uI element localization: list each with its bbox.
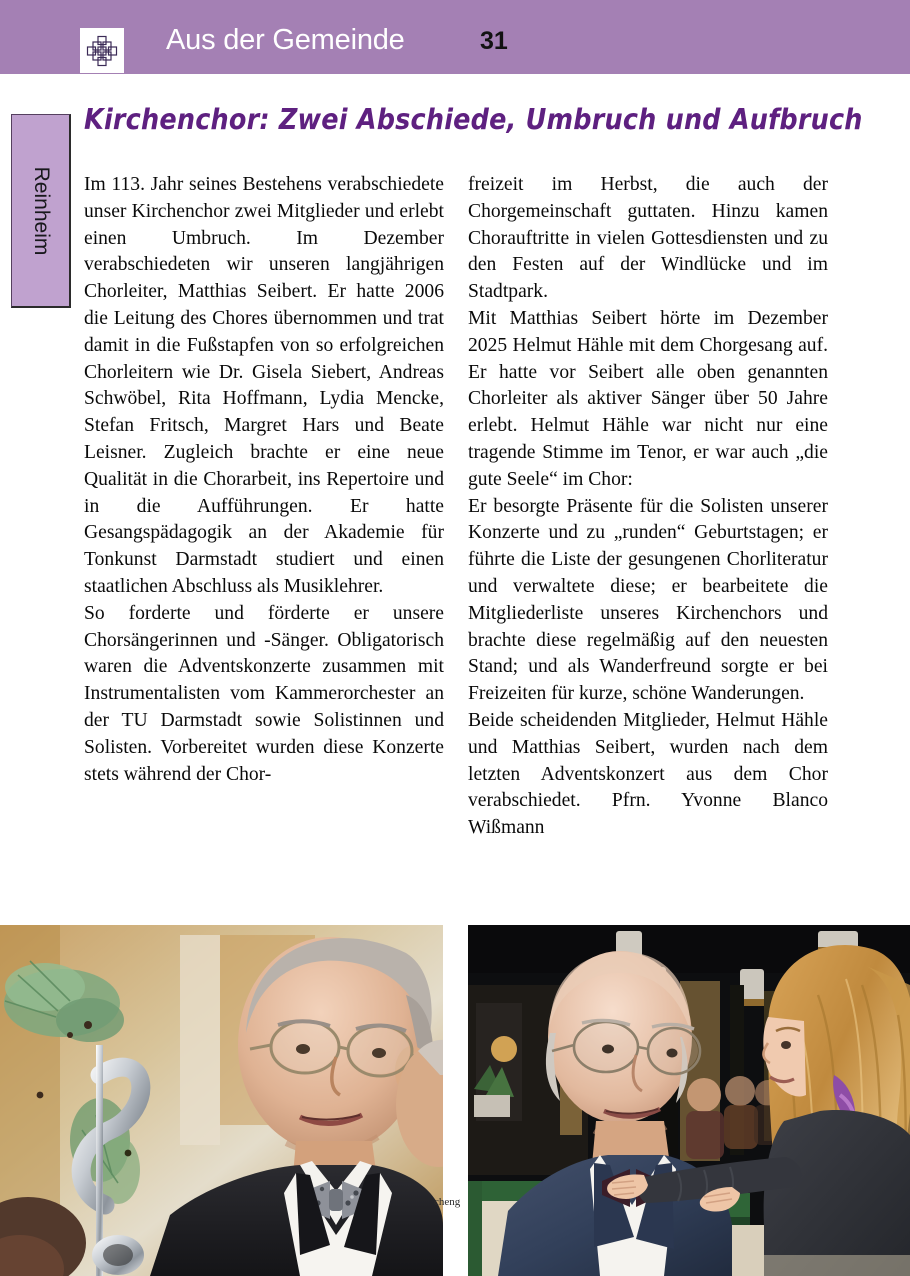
photo-seibert-with-trophy [0, 925, 443, 1276]
photo-gap-caption: cheng [434, 1196, 461, 1208]
article-headline: Kirchenchor: Zwei Abschiede, Umbruch und Aufbruch [84, 103, 863, 137]
article-body [84, 172, 844, 912]
section-tab-reinheim [11, 114, 71, 308]
page-number: 31 [480, 27, 508, 55]
paragraph: Beide scheidenden Mitglieder, Helmut Hähle und Matthias Seibert, wurden nach dem letzten Adventskonzert aus dem Chor verabschiedet. Pfrn. Yvonne Blanco Wißmann [468, 709, 828, 839]
church-logo-icon [80, 28, 124, 73]
paragraph: Er besorgte Präsente für die Solisten unserer Konzerte und zu „runden“ Geburtstagen; er führte die Liste der gesungenen Chorliteratur und verwaltete diese; er bearbeitete die Mitgliederliste unseres Kirchenchors und brachte diese regelmäßig auf den neuesten Stand; und als Wanderfreund sorgte er bei Freizeiten für kurze, schöne Wanderungen. [468, 495, 828, 705]
paragraph: freizeit im Herbst, die auch der Chorgemeinschaft guttaten. Hinzu kamen Chorauftritte in vielen Gottesdiensten und zu den Festen auf der Windlücke und im Stadtpark. [468, 174, 828, 303]
paragraph: Mit Matthias Seibert hörte im Dezember 2025 Helmut Hähle mit dem Chorgesang auf. Er hatte vor Seibert alle oben genannten Chorleiter als aktiver Sänger über 50 Jahre erlebt. Helmut Hähle war nicht nur eine tragende Stimme im Tenor, er war auch „die gute Seele“ im Chor: [468, 307, 828, 490]
paragraph: Im 113. Jahr seines Bestehens verabschiedete unser Kirchenchor zwei Mitglieder und erlebt einen Umbruch. Im Dezember verabschiedeten wir unseren langjährigen Chorleiter, Matthias Seibert. Er hatte 2006 die Leitung des Chores übernommen und trat damit in die Fußstapfen von so erfolgreichen Chorleitern wie Dr. Gisela Siebert, Andreas Schwöbel, Rita Hoffmann, Lydia Mencke, Stefan Fritsch, Margret Hars und Beate Leisner. Zugleich brachte er eine neue Qualität in die Chorarbeit, ins Repertoire und in die Aufführungen. Er hatte Gesangspädagogik an der Akademie für Tonkunst Darmstadt studiert und einen staatlichen Abschluss als Musiklehrer. [84, 174, 444, 597]
page-header-bar [0, 0, 910, 74]
section-tab-label: Reinheim [29, 166, 53, 255]
paragraph: So forderte und förderte er unsere Chorsängerinnen und -Sänger. Obligatorisch waren die Adventskonzerte zusammen mit Instrumentalisten vom Kammerorchester an der TU Darmstadt sowie Solistinnen und Solisten. Vorbereitet wurden diese Konzerte stets während der Chor- [84, 602, 444, 785]
photo-haehle-farewell [468, 925, 910, 1276]
article-column-left [84, 172, 444, 788]
article-column-right [468, 172, 828, 842]
header-title: Aus der Gemeinde [166, 24, 405, 56]
